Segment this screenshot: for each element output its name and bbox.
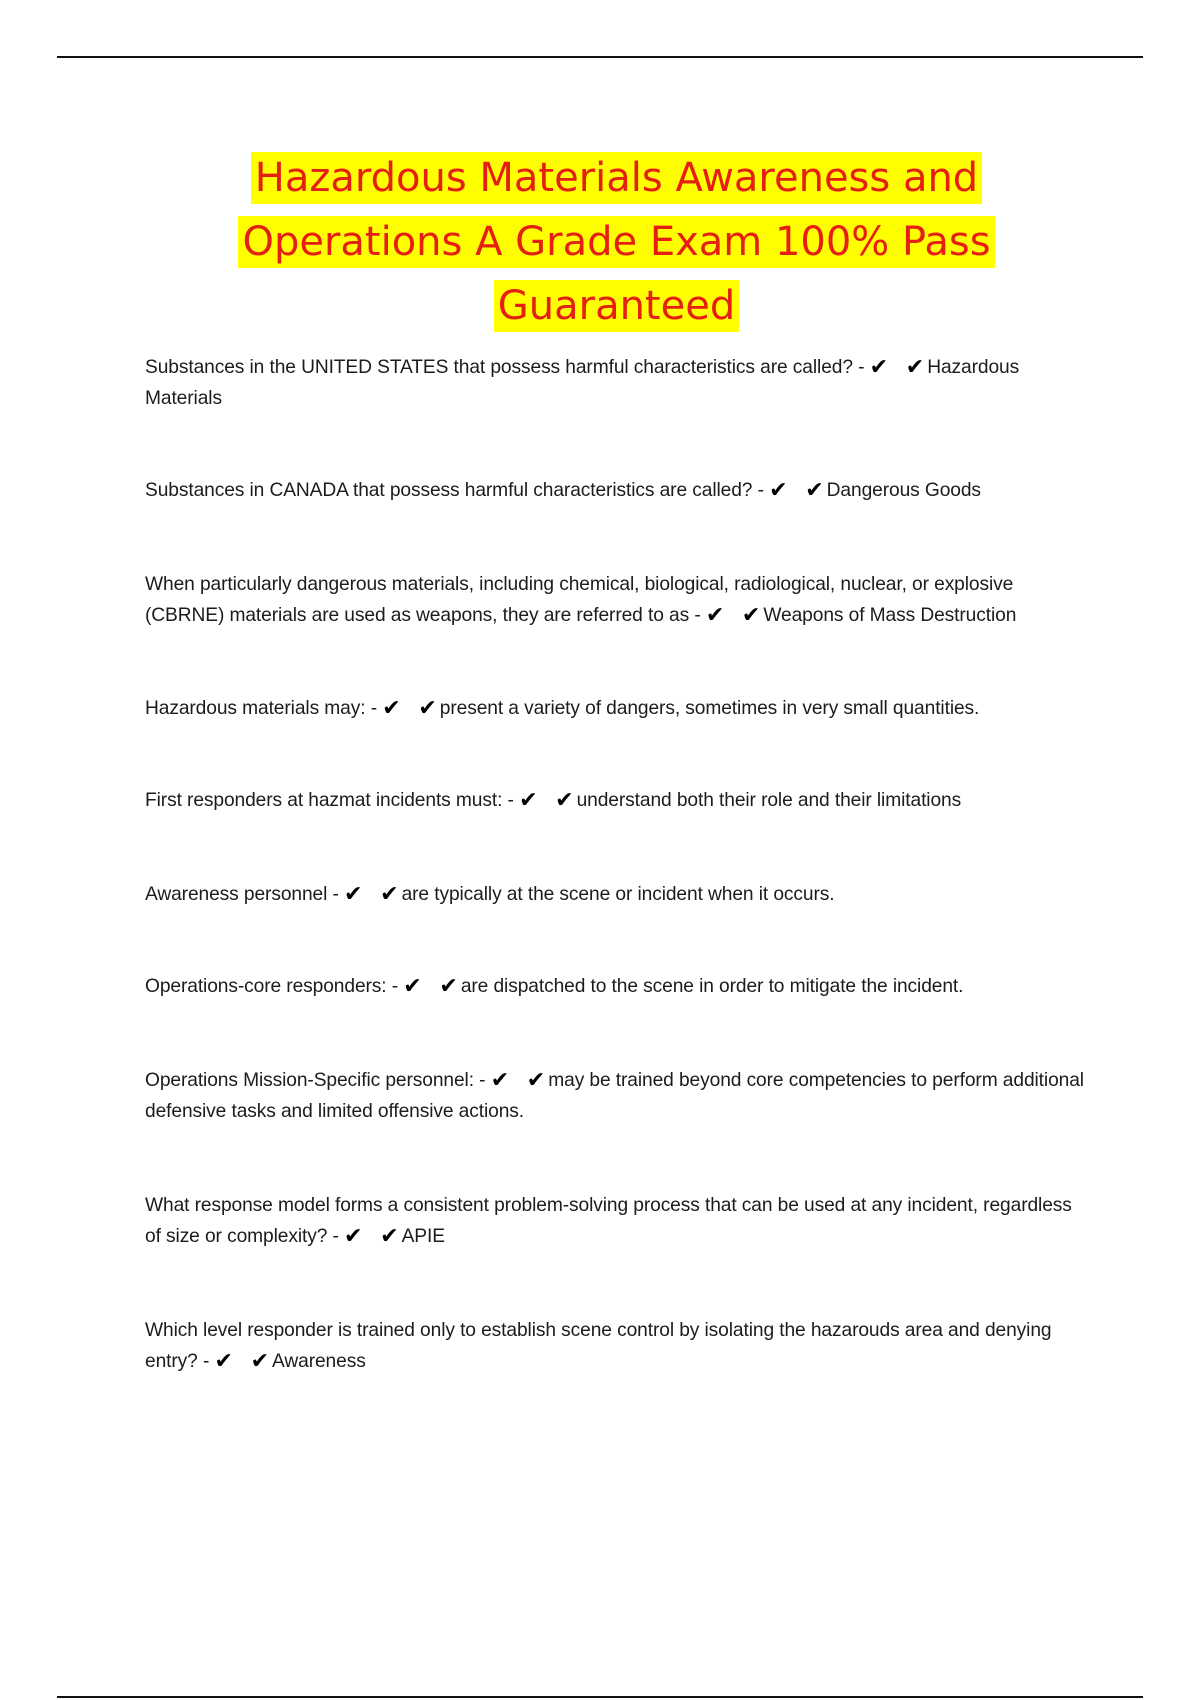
question-text: Operations-core responders: - (145, 976, 404, 997)
title-line-2: Operations A Grade Exam 100% Pass (238, 216, 994, 268)
answer-text: APIE (401, 1226, 445, 1247)
qa-item (145, 971, 1090, 1002)
question-text: Hazardous materials may: - (145, 698, 383, 719)
footer-rule (57, 1696, 1143, 1698)
qa-item (145, 352, 1090, 414)
document-title (200, 146, 1033, 338)
title-line-1: Hazardous Materials Awareness and (251, 152, 982, 204)
answer-text: are dispatched to the scene in order to mitigate the incident. (460, 976, 964, 997)
check-marks-icon: ✔ ✔ (214, 1349, 275, 1374)
answer-text: Weapons of Mass Destruction (763, 605, 1017, 626)
answer-text: understand both their role and their limitations (576, 790, 962, 811)
qa-list (145, 352, 1090, 1377)
qa-item (145, 475, 1090, 506)
answer-text: Dangerous Goods (826, 480, 981, 501)
question-text: Operations Mission-Specific personnel: - (145, 1070, 491, 1091)
header-rule (57, 56, 1143, 58)
check-marks-icon: ✔ ✔ (519, 788, 579, 813)
qa-item (145, 785, 1090, 816)
check-marks-icon: ✔ ✔ (705, 603, 766, 628)
qa-item (145, 1065, 1090, 1127)
check-marks-icon: ✔ ✔ (403, 974, 463, 999)
question-text: Substances in the UNITED STATES that possess harmful characteristics are called? - (145, 357, 870, 378)
question-text: What response model forms a consistent problem-solving process that can be used at any incident, regardless of size or complexity? - (145, 1195, 1072, 1247)
check-marks-icon: ✔ ✔ (382, 696, 442, 721)
question-text: Substances in CANADA that possess harmful characteristics are called? - (145, 480, 770, 501)
answer-text: Awareness (272, 1351, 366, 1372)
question-text: First responders at hazmat incidents must: - (145, 790, 520, 811)
check-marks-icon: ✔ ✔ (490, 1068, 551, 1093)
question-text: When particularly dangerous materials, including chemical, biological, radiological, nuclear, or explosive (CBRNE) materials are used as weapons, they are referred to as - (145, 574, 1014, 626)
check-marks-icon: ✔ ✔ (769, 478, 829, 503)
question-text: Awareness personnel - (145, 884, 345, 905)
qa-item (145, 1315, 1090, 1377)
qa-item (145, 879, 1090, 910)
answer-text: present a variety of dangers, sometimes in very small quantities. (439, 698, 980, 719)
answer-text: Hazardous Materials (145, 357, 1020, 409)
title-line-3: Guaranteed (494, 280, 739, 332)
question-text: Which level responder is trained only to establish scene control by isolating the hazarouds area and denying entry? - (145, 1320, 1052, 1372)
qa-item (145, 693, 1090, 724)
check-marks-icon: ✔ ✔ (344, 882, 404, 907)
answer-text: are typically at the scene or incident when it occurs. (401, 884, 835, 905)
check-marks-icon: ✔ ✔ (869, 355, 930, 380)
qa-item (145, 1190, 1090, 1252)
check-marks-icon: ✔ ✔ (344, 1224, 404, 1249)
qa-item (145, 569, 1090, 631)
answer-text: may be trained beyond core competencies to perform additional defensive tasks and limited offensive actions. (145, 1070, 1084, 1122)
